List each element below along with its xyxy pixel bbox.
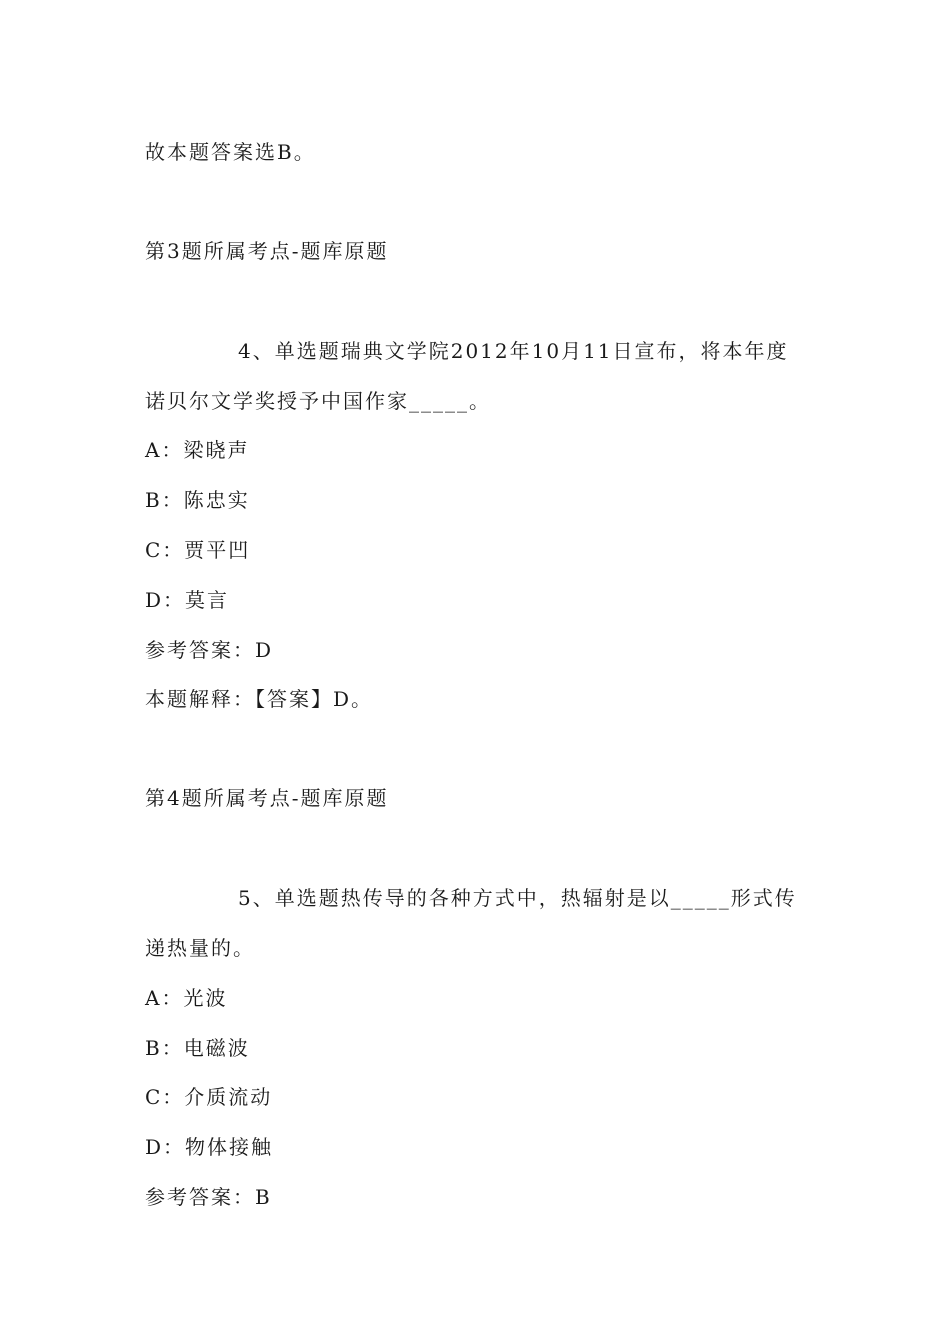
question-4-option-d: D：莫言 [145, 588, 230, 612]
question-5-option-b: B：电磁波 [145, 1036, 250, 1060]
question-4-topic: 第4题所属考点-题库原题 [145, 786, 389, 810]
question-4-answer: 参考答案：D [145, 638, 274, 662]
question-5-option-a: A：光波 [145, 986, 228, 1010]
question-4-stem-line2: 诺贝尔文学奖授予中国作家_____。 [145, 389, 491, 413]
question-5-stem-line2: 递热量的。 [145, 936, 255, 960]
question-4-option-a: A：梁晓声 [145, 438, 250, 462]
question-5-stem-line1: 5、单选题热传导的各种方式中，热辐射是以_____形式传 [238, 886, 797, 910]
question-4-stem-line1: 4、单选题瑞典文学院2012年10月11日宣布，将本年度 [238, 339, 789, 363]
prev-question-topic: 第3题所属考点-题库原题 [145, 239, 389, 263]
question-4-option-c: C：贾平凹 [145, 538, 251, 562]
question-5-option-d: D：物体接触 [145, 1135, 274, 1159]
question-4-explanation: 本题解释：【答案】D。 [145, 687, 374, 711]
prev-answer-conclusion: 故本题答案选B。 [145, 140, 316, 164]
question-5-option-c: C：介质流动 [145, 1085, 273, 1109]
question-5-answer: 参考答案：B [145, 1185, 272, 1209]
question-4-option-b: B：陈忠实 [145, 488, 250, 512]
